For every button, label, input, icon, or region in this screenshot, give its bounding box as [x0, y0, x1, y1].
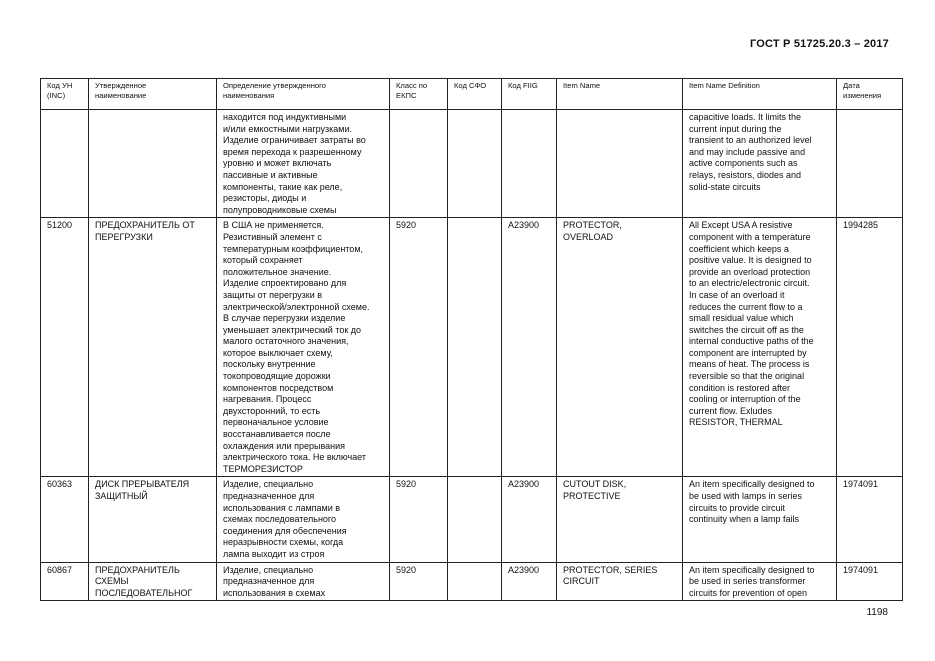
cell-sfo [448, 218, 502, 477]
cell-name-ru: ПРЕДОХРАНИТЕЛЬ ОТ ПЕРЕГРУЗКИ [89, 218, 217, 477]
column-header-date: Дата изменения [837, 79, 903, 110]
page-number: 1198 [866, 607, 888, 618]
table-row [41, 562, 903, 601]
cell-class: 5920 [390, 477, 448, 562]
table-row [41, 477, 903, 562]
items-table [40, 78, 903, 601]
cell-class: 5920 [390, 562, 448, 601]
cell-definition-ru: находится под индуктивными и/или емкостными нагрузками. Изделие ограничивает затраты во время перехода к разрешенному уровню и может включать пассивные и активные компоненты, такие как реле, резисторы, диоды и полупроводниковые схемы [217, 110, 390, 218]
cell-item-name: CUTOUT DISK, PROTECTIVE [557, 477, 683, 562]
table-row [41, 110, 903, 218]
cell-definition-en: An item specifically designed to be used in series transformer circuits for prevention of open [683, 562, 837, 601]
cell-fiig: A23900 [502, 218, 557, 477]
cell-date: 1994285 [837, 218, 903, 477]
cell-date: 1974091 [837, 562, 903, 601]
column-header-definition-ru: Определение утвержденного наименования [217, 79, 390, 110]
cell-definition-en: All Except USA A resistive component with a temperature coefficient which keeps a positive value. It is designed to provide an overload protection to an electric/electronic circuit. In case of an overload it reduces the current flow to a small residual value which switches the circuit off as the internal conductive paths of the component are interrupted by means of heat. The process is reversible so that the original condition is restored after cooling or interruption of the current flow. Exludes RESISTOR, THERMAL [683, 218, 837, 477]
table-header-row [41, 79, 903, 110]
column-header-item-name: Item Name [557, 79, 683, 110]
cell-item-name: PROTECTOR, OVERLOAD [557, 218, 683, 477]
cell-item-name: PROTECTOR, SERIES CIRCUIT [557, 562, 683, 601]
cell-definition-en: An item specifically designed to be used with lamps in series circuits to provide circuit continuity when a lamp fails [683, 477, 837, 562]
cell-inc [41, 110, 89, 218]
cell-sfo [448, 562, 502, 601]
column-header-sfo: Код СФО [448, 79, 502, 110]
cell-inc: 60363 [41, 477, 89, 562]
column-header-fiig: Код FIIG [502, 79, 557, 110]
cell-date: 1974091 [837, 477, 903, 562]
column-header-class: Класс по ЕКПС [390, 79, 448, 110]
cell-fiig [502, 110, 557, 218]
cell-class: 5920 [390, 218, 448, 477]
column-header-inc: Код УН (INC) [41, 79, 89, 110]
cell-definition-ru: Изделие, специально предназначенное для использования с лампами в схемах последовательного соединения для обеспечения неразрывности схемы, когда лампа выходит из строя [217, 477, 390, 562]
cell-definition-en: capacitive loads. It limits the current input during the transient to an authorized level and may include passive and active components such as relays, resistors, diodes and solid-state circuits [683, 110, 837, 218]
column-header-definition-en: Item Name Definition [683, 79, 837, 110]
cell-inc: 51200 [41, 218, 89, 477]
column-header-name-ru: Утвержденное наименование [89, 79, 217, 110]
document-code: ГОСТ Р 51725.20.3 – 2017 [749, 38, 889, 50]
cell-sfo [448, 110, 502, 218]
cell-definition-ru: Изделие, специально предназначенное для использования в схемах [217, 562, 390, 601]
cell-fiig: A23900 [502, 477, 557, 562]
cell-definition-ru: В США не применяется. Резистивный элемент с температурным коэффициентом, который сохраняет положительное значение. Изделие спроектировано для защиты от перегрузки в электрической/электронной схеме. В случае перегрузки изделие уменьшает электрический ток до малого остаточного значения, которое выключает схему, поскольку внутренние токопроводящие дорожки компонентов посредством нагревания. Процесс двухсторонний, то есть первоначальное условие восстанавливается после охлаждения или прерывания электрического тока. Не включает ТЕРМОРЕЗИСТОР [217, 218, 390, 477]
cell-name-ru: ДИСК ПРЕРЫВАТЕЛЯ ЗАЩИТНЫЙ [89, 477, 217, 562]
cell-class [390, 110, 448, 218]
cell-date [837, 110, 903, 218]
table-row [41, 218, 903, 477]
cell-sfo [448, 477, 502, 562]
cell-name-ru [89, 110, 217, 218]
cell-fiig: A23900 [502, 562, 557, 601]
cell-item-name [557, 110, 683, 218]
cell-inc: 60867 [41, 562, 89, 601]
cell-name-ru: ПРЕДОХРАНИТЕЛЬ СХЕМЫ ПОСЛЕДОВАТЕЛЬНОГ [89, 562, 217, 601]
